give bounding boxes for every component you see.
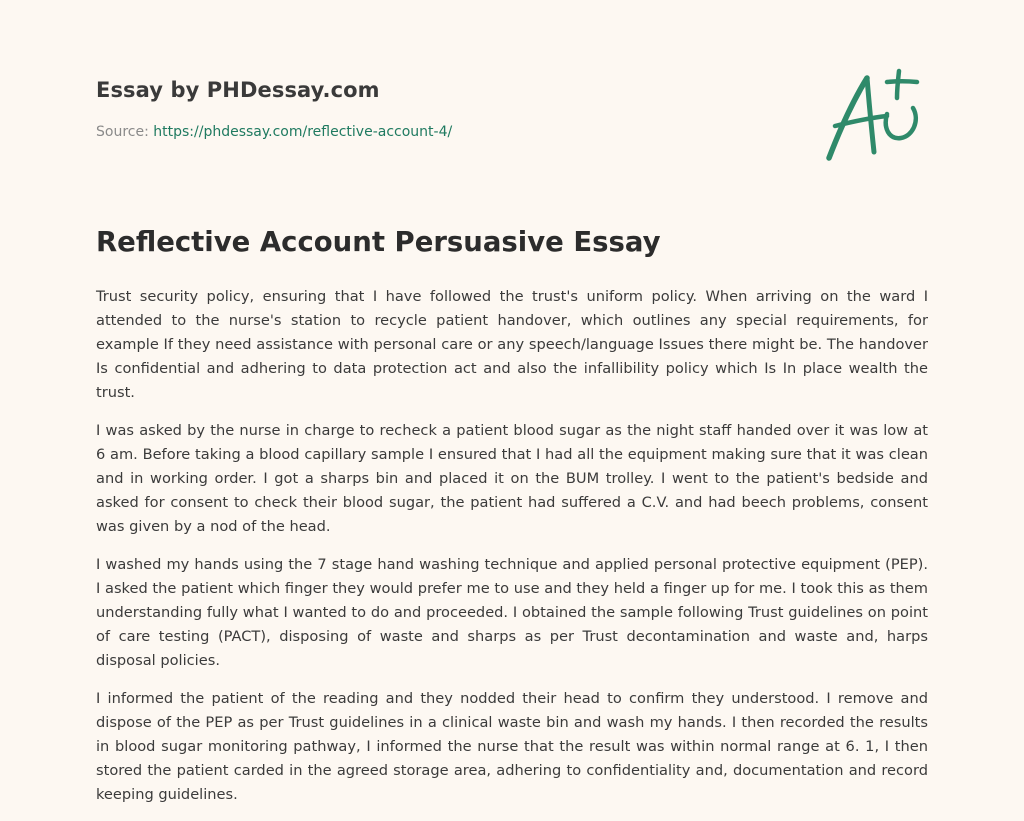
essay-body [96,285,928,821]
source-label: Source: [96,124,154,140]
source-line [96,124,452,140]
a-plus-logo-icon [825,66,929,166]
essay-paragraph: I informed the patient of the reading and they nodded their head to confirm they understood. I remove and dispose of the PEP as per Trust guidelines in a clinical waste bin and wash my hands. I then recorded the results in blood sugar monitoring pathway, I informed the nurse that the result was within normal range at 6. 1, I then stored the patient carded in the agreed storage area, adhering to confidentiality and, documentation and record keeping guidelines. [96,690,928,803]
source-link[interactable]: https://phdessay.com/reflective-account-4/ [153,124,453,140]
essay-paragraph: Trust security policy, ensuring that I have followed the trust's uniform policy. When arriving on the ward I attended to the nurse's station to recycle patient handover, which outlines any special requirements, for example If they need assistance with personal care or any speech/language Issues there might be. The handover Is confidential and adhering to data protection act and also the infallibility policy which Is In place wealth the trust. [96,288,928,401]
essay-paragraph: I was asked by the nurse in charge to recheck a patient blood sugar as the night staff handed over it was low at 6 am. Before taking a blood capillary sample I ensured that I had all the equipment making sure that it was clean and in working order. I got a sharps bin and placed it on the BUM trolley. I went to the patient's bedside and asked for consent to check their blood sugar, the patient had suffered a C.V. and had beech problems, consent was given by a nod of the head. [96,422,928,535]
site-title: Essay by PHDessay.com [96,78,380,102]
essay-paragraph: I washed my hands using the 7 stage hand washing technique and applied personal protective equipment (PEP). I asked the patient which finger they would prefer me to use and they held a finger up for me. I took this as them understanding fully what I wanted to do and proceeded. I obtained the sample following Trust guidelines on point of care testing (PACT), disposing of waste and sharps as per Trust decontamination and waste and, harps disposal policies. [96,556,928,669]
essay-title: Reflective Account Persuasive Essay [96,226,661,258]
